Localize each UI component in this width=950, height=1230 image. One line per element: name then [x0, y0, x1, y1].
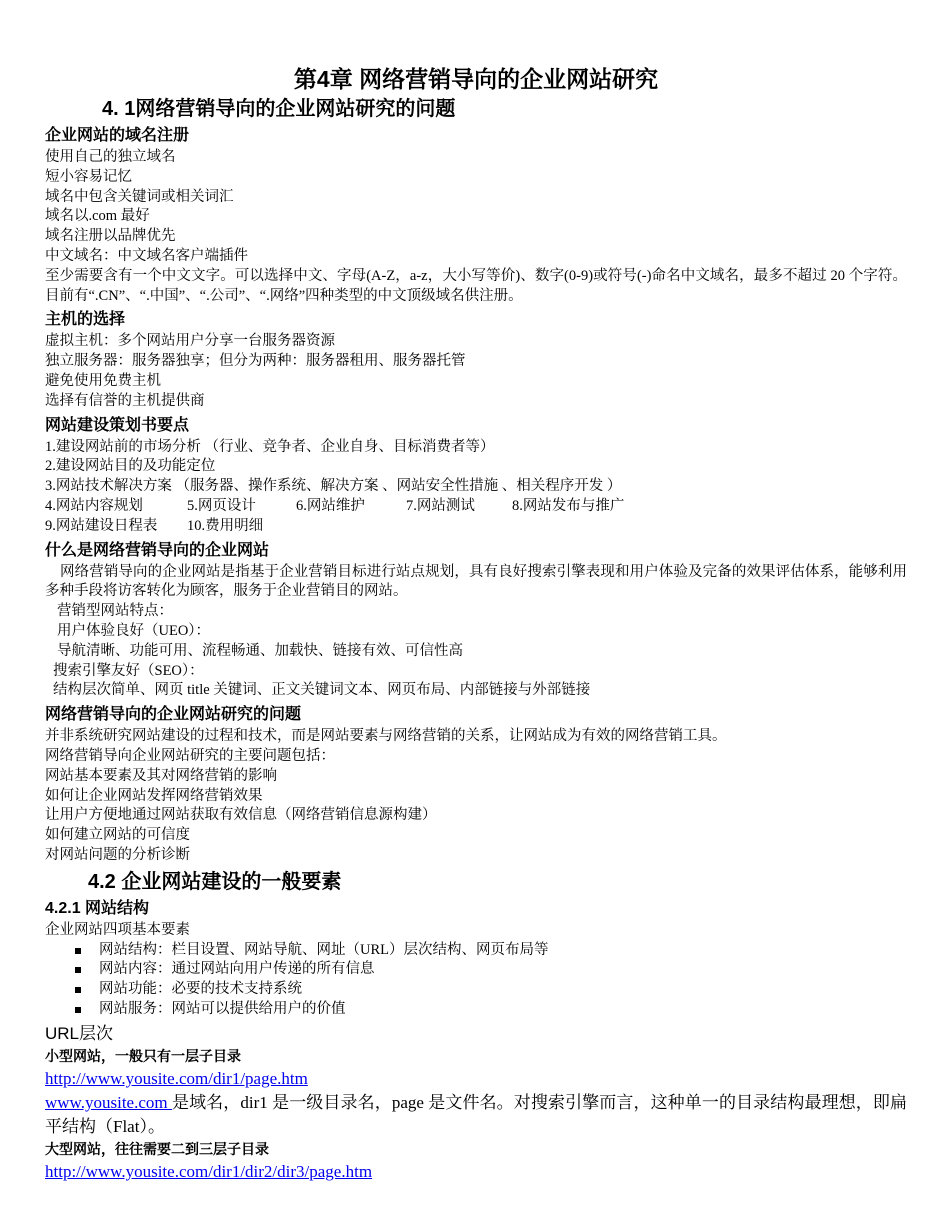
- list-item-text: 网站功能：必要的技术支持系统: [99, 981, 302, 998]
- large-site-url-link[interactable]: http://www.yousite.com/dir1/dir2/dir3/page.htm: [45, 1161, 373, 1181]
- what-line: 导航清晰、功能可用、流程畅通、加载快、链接有效、可信性高: [57, 642, 463, 659]
- square-bullet-icon: [75, 1007, 81, 1013]
- square-bullet-icon: [75, 948, 81, 954]
- host-line: 选择有信誉的主机提供商: [45, 392, 205, 409]
- list-item-text: 网站内容：通过网站向用户传递的所有信息: [99, 961, 375, 978]
- list-item: [75, 941, 907, 961]
- what-line: 用户体验良好（UEO）：: [57, 622, 211, 639]
- list-item: [75, 1000, 907, 1020]
- domain-line: 短小容易记忆: [45, 168, 132, 185]
- problems-line: 网站基本要素及其对网络营销的影响: [45, 767, 277, 784]
- what-paragraph: 网络营销导向的企业网站是指基于企业营销目标进行站点规划，具有良好搜索引擎表现和用户体验及完备的效果评估体系，能够利用多种手段将访客转化为顾客，服务于企业营销目的网站。: [45, 563, 907, 600]
- what-line: 结构层次简单、网页 title 关键词、正文关键词文本、网页布局、内部链接与外部链接: [53, 682, 591, 699]
- problems-line: 如何让企业网站发挥网络营销效果: [45, 787, 263, 804]
- chapter-title: 第4章 网络营销导向的企业网站研究: [293, 66, 659, 92]
- plan-line: 2.建设网站目的及功能定位: [45, 458, 216, 475]
- url-heading: URL层次: [45, 1023, 114, 1043]
- domain-link[interactable]: www.yousite.com: [45, 1092, 172, 1112]
- square-bullet-icon: [75, 987, 81, 993]
- host-heading: 主机的选择: [45, 311, 126, 329]
- plan-item: 4.网站内容规划: [45, 497, 143, 514]
- large-site-heading: 大型网站，往往需要二到三层子目录: [45, 1140, 269, 1157]
- what-line: 营销型网站特点：: [57, 603, 173, 620]
- list-item: [75, 960, 907, 980]
- elements-intro: 企业网站四项基本要素: [45, 921, 190, 938]
- host-line: 虚拟主机：多个网站用户分享一台服务器资源: [45, 333, 335, 350]
- square-bullet-icon: [75, 967, 81, 973]
- what-heading: 什么是网络营销导向的企业网站: [45, 541, 270, 559]
- section-4-1-heading: 4. 1网络营销导向的企业网站研究的问题: [102, 98, 456, 120]
- problems-line: 让用户方便地通过网站获取有效信息（网络营销信息源构建）: [45, 807, 437, 824]
- small-site-description-text: 是域名，dir1 是一级目录名，page 是文件名。对搜索引擎而言，这种单一的目录结构最理想，即扁平结构（Flat）。: [45, 1092, 907, 1136]
- what-line: 搜索引擎友好（SEO）：: [53, 662, 204, 679]
- small-site-heading: 小型网站，一般只有一层子目录: [45, 1047, 241, 1064]
- plan-heading: 网站建设策划书要点: [45, 416, 190, 434]
- domain-line: 域名以.com 最好: [45, 208, 150, 225]
- list-item: [75, 980, 907, 1000]
- plan-item: 7.网站测试: [406, 497, 475, 514]
- elements-list: [45, 941, 907, 1020]
- plan-item: 8.网站发布与推广: [512, 497, 625, 514]
- host-line: 独立服务器：服务器独享；但分为两种：服务器租用、服务器托管: [45, 353, 466, 370]
- plan-item: 9.网站建设日程表: [45, 517, 158, 534]
- problems-line: 并非系统研究网站建设的过程和技术，而是网站要素与网络营销的关系，让网站成为有效的网络营销工具。: [45, 728, 727, 745]
- domain-line: 中文域名：中文域名客户端插件: [45, 247, 248, 264]
- plan-item: 5.网页设计: [187, 497, 256, 514]
- large-site-url-line: [45, 1160, 907, 1184]
- domain-line: 域名中包含关键词或相关词汇: [45, 188, 234, 205]
- plan-line: 1.建设网站前的市场分析 （行业、竞争者、企业自身、目标消费者等）: [45, 438, 495, 455]
- section-4-2-heading: 4.2 企业网站建设的一般要素: [88, 870, 342, 893]
- plan-line: 3.网站技术解决方案 （服务器、操作系统、解决方案 、网站安全性措施 、相关程序开发 ）: [45, 478, 622, 495]
- plan-item: 6.网站维护: [296, 497, 365, 514]
- problems-line: 如何建立网站的可信度: [45, 827, 190, 844]
- problems-line: 对网站问题的分析诊断: [45, 846, 190, 863]
- problems-line: 网络营销导向企业网站研究的主要问题包括：: [45, 747, 335, 764]
- plan-row: [45, 517, 907, 537]
- domain-line: 域名注册以品牌优先: [45, 228, 176, 245]
- small-site-url-line: [45, 1067, 907, 1091]
- list-item-text: 网站服务：网站可以提供给用户的价值: [99, 1000, 346, 1017]
- problems-heading: 网络营销导向的企业网站研究的问题: [45, 706, 302, 724]
- domain-heading: 企业网站的域名注册: [45, 127, 190, 144]
- section-4-2-1-heading: 4.2.1 网站结构: [45, 899, 150, 917]
- small-site-description: [45, 1091, 907, 1139]
- host-line: 避免使用免费主机: [45, 372, 161, 389]
- plan-item: 10.费用明细: [187, 517, 264, 534]
- document-page: [45, 62, 907, 1184]
- chinese-domain-paragraph: 至少需要含有一个中文文字。可以选择中文、字母(A-Z，a-z，大小写等价)、数字(0-9)或符号(-)命名中文域名，最多不超过 20 个字符。目前有“.CN”、“.中国”、“.公司”、“.网络”四种类型的中文顶级域名供注册。: [45, 267, 907, 304]
- list-item-text: 网站结构：栏目设置、网站导航、网址（URL）层次结构、网页布局等: [99, 941, 549, 958]
- small-site-url-link[interactable]: http://www.yousite.com/dir1/page.htm: [45, 1068, 308, 1088]
- plan-row: [45, 497, 907, 517]
- domain-line: 使用自己的独立域名: [45, 149, 176, 165]
